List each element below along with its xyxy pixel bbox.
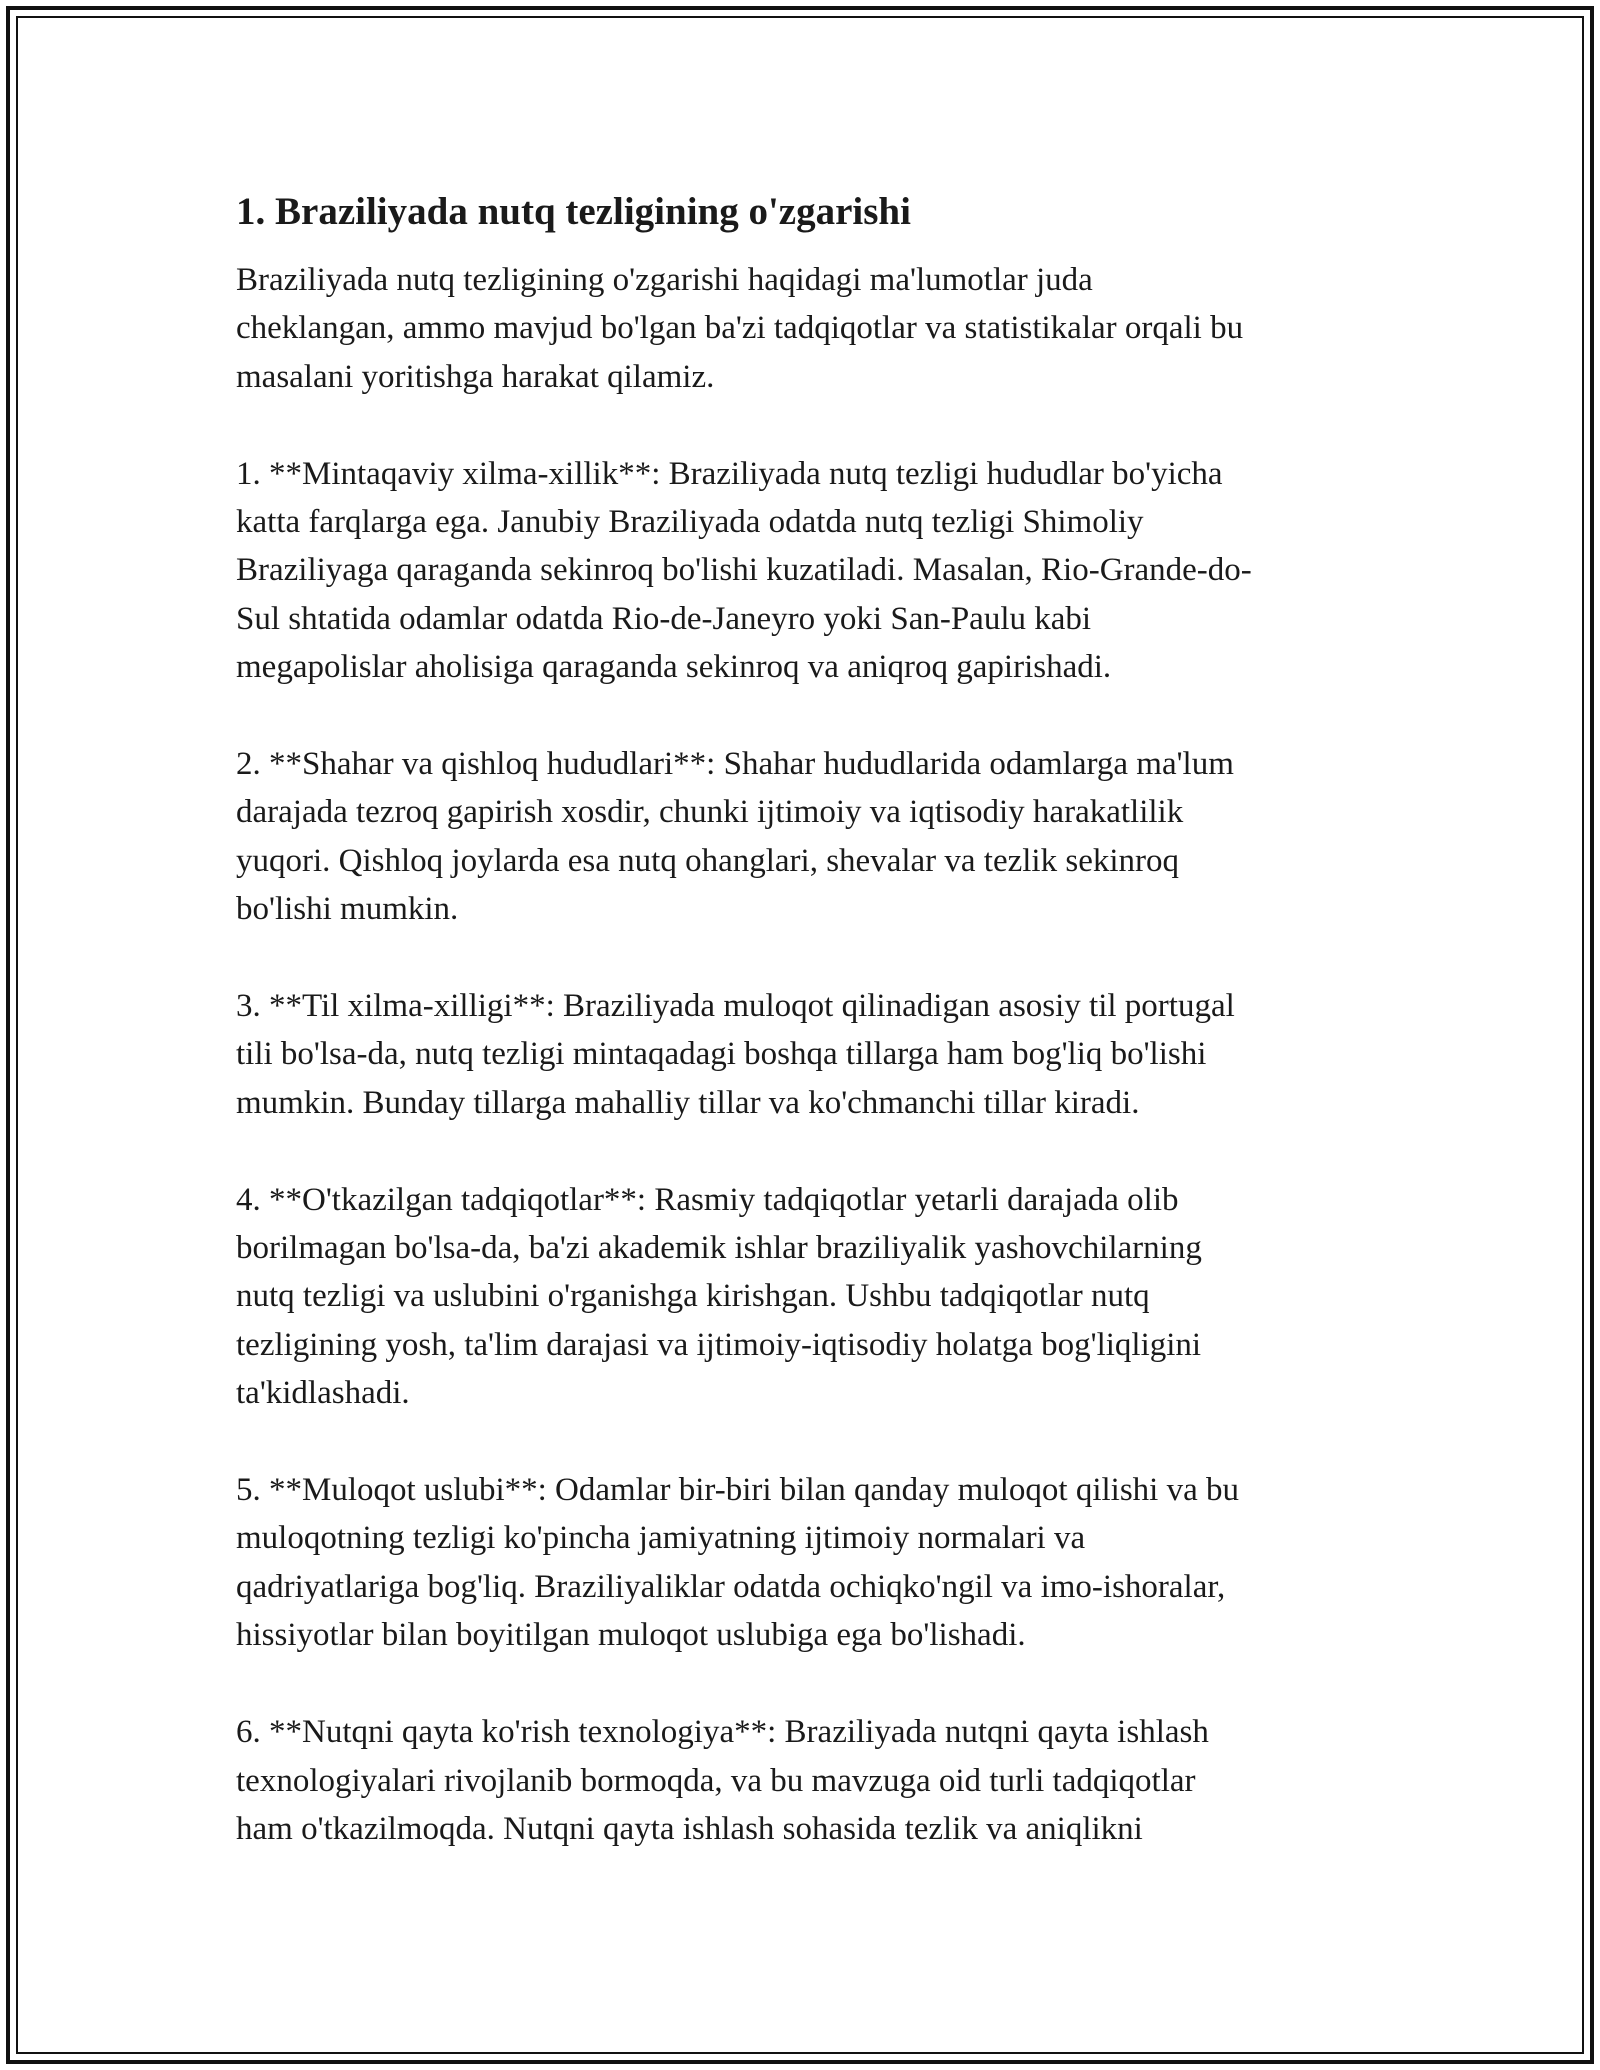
text-line: megapolislar aholisiga qaraganda sekinroq va aniqroq gapirishadi. (236, 649, 1112, 686)
text-line: 3. **Til xilma-xilligi**: Braziliyada muloqot qilinadigan asosiy til portugal (236, 988, 1235, 1025)
text-line: borilmagan bo'lsa-da, ba'zi akademik ishlar braziliyalik yashovchilarning (236, 1230, 1202, 1267)
text-line: Braziliyaga qaraganda sekinroq bo'lishi kuzatiladi. Masalan, Rio-Grande-do- (236, 552, 1252, 589)
text-line: qadriyatlariga bog'liq. Braziliyaliklar odatda ochiqko'ngil va imo-ishoralar, (236, 1568, 1226, 1605)
text-line: masalani yoritishga harakat qilamiz. (236, 358, 715, 395)
text-line: Sul shtatida odamlar odatda Rio-de-Janeyro yoki San-Paulu kabi (236, 600, 1092, 637)
text-line: muloqotning tezligi ko'pincha jamiyatning ijtimoiy normalari va (236, 1520, 1086, 1557)
text-line: nutq tezligi va uslubini o'rganishga kirishgan. Ushbu tadqiqotlar nutq (236, 1278, 1150, 1315)
text-line: texnologiyalari rivojlanib bormoqda, va bu mavzuga oid turli tadqiqotlar (236, 1762, 1196, 1799)
text-line: 4. **O'tkazilgan tadqiqotlar**: Rasmiy tadqiqotlar yetarli darajada olib (236, 1181, 1179, 1218)
list-item-communication-style (236, 1466, 1366, 1660)
text-line: katta farqlarga ega. Janubiy Braziliyada odatda nutq tezligi Shimoliy (236, 504, 1144, 541)
text-line: ta'kidlashadi. (236, 1375, 410, 1412)
text-line: bo'lishi mumkin. (236, 891, 459, 928)
list-item-research (236, 1176, 1366, 1418)
list-item-language-diversity (236, 982, 1366, 1127)
text-line: 1. **Mintaqaviy xilma-xillik**: Braziliyada nutq tezligi hududlar bo'yicha (236, 455, 1223, 492)
text-line: cheklangan, ammo mavjud bo'lgan ba'zi tadqiqotlar va statistikalar orqali bu (236, 310, 1244, 347)
text-line: tili bo'lsa-da, nutq tezligi mintaqadagi boshqa tillarga ham bog'liq bo'lishi (236, 1036, 1207, 1073)
text-line: tezligining yosh, ta'lim darajasi va ijtimoiy-iqtisodiy holatga bog'liqligini (236, 1326, 1202, 1363)
text-line: yuqori. Qishloq joylarda esa nutq ohanglari, shevalar va tezlik sekinroq (236, 842, 1179, 879)
text-line: hissiyotlar bilan boyitilgan muloqot uslubiga ega bo'lishadi. (236, 1617, 1026, 1654)
text-line: mumkin. Bunday tillarga mahalliy tillar va ko'chmanchi tillar kiradi. (236, 1084, 1140, 1121)
text-line: 6. **Nutqni qayta ko'rish texnologiya**: Braziliyada nutqni qayta ishlash (236, 1714, 1209, 1751)
text-line: 2. **Shahar va qishloq hududlari**: Shahar hududlarida odamlarga ma'lum (236, 746, 1234, 783)
list-item-speech-technology (236, 1708, 1366, 1853)
document-body (236, 184, 1366, 1902)
text-line: darajada tezroq gapirish xosdir, chunki ijtimoiy va iqtisodiy harakatlilik (236, 794, 1184, 831)
text-line: 5. **Muloqot uslubi**: Odamlar bir-biri bilan qanday muloqot qilishi va bu (236, 1472, 1239, 1509)
list-item-urban-rural (236, 740, 1366, 934)
text-line: Braziliyada nutq tezligining o'zgarishi haqidagi ma'lumotlar juda (236, 262, 1093, 298)
list-item-regional-diversity (236, 450, 1366, 692)
intro-paragraph (236, 256, 1366, 401)
text-line: ham o'tkazilmoqda. Nutqni qayta ishlash sohasida tezlik va aniqlikni (236, 1810, 1143, 1847)
section-title: 1. Braziliyada nutq tezligining o'zgarishi (236, 190, 911, 233)
